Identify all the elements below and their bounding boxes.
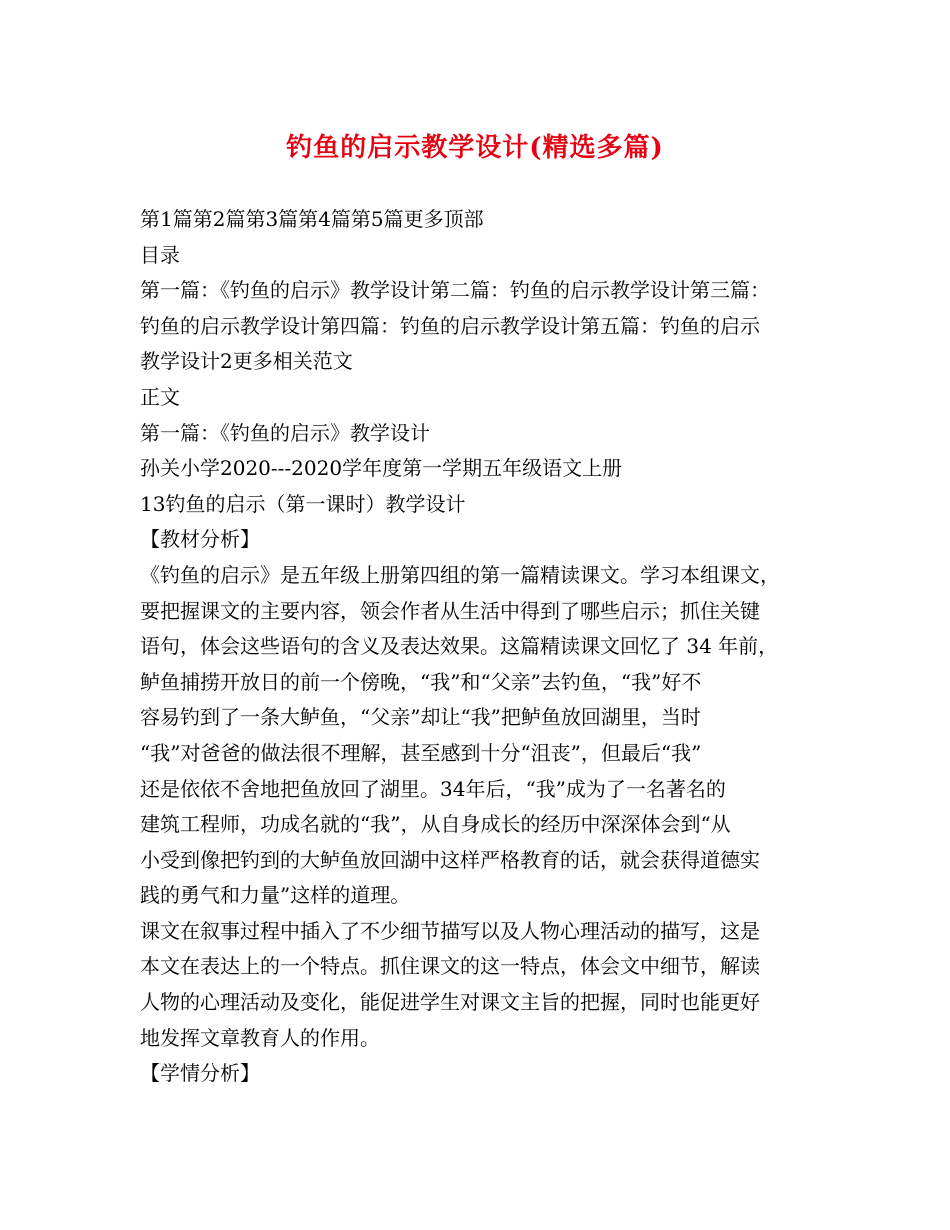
paragraph-line: 《钓鱼的启示》是五年级上册第四组的第一篇精读课文。学习本组课文， — [140, 562, 780, 587]
subsection-heading: 【教材分析】 — [140, 527, 260, 552]
paragraph-line: 语句，体会这些语句的含义及表达效果。这篇精读课文回忆了 34 年前， — [140, 634, 779, 659]
subsection-heading: 【学情分析】 — [140, 1061, 260, 1086]
paragraph-line: “我”对爸爸的做法很不理解，甚至感到十分“沮丧”，但最后“我” — [140, 740, 702, 765]
toc-heading: 目录 — [140, 242, 180, 267]
paragraph-line: 孙关小学2020---2020学年度第一学期五年级语文上册 — [140, 456, 623, 481]
paragraph-line: 13钓鱼的启示（第一课时）教学设计 — [140, 491, 466, 516]
paragraph-line: 小受到像把钓到的大鲈鱼放回湖中这样严格教育的话，就会获得道德实 — [140, 847, 760, 872]
paragraph-line: 还是依依不舍地把鱼放回了湖里。34年后，“我”成为了一名著名的 — [140, 776, 726, 801]
paragraph-line: 鲈鱼捕捞开放日的前一个傍晚，“我”和“父亲”去钓鱼，“我”好不 — [140, 669, 702, 694]
toc-line[interactable]: 钓鱼的启示教学设计第四篇：钓鱼的启示教学设计第五篇：钓鱼的启示 — [140, 313, 760, 338]
nav-links-line[interactable]: 第1篇第2篇第3篇第4篇第5篇更多顶部 — [140, 207, 484, 231]
paragraph-line: 建筑工程师，功成名就的“我”，从自身成长的经历中深深体会到“从 — [140, 812, 731, 837]
paragraph-line: 地发挥文章教育人的作用。 — [140, 1025, 380, 1050]
paragraph-line: 人物的心理活动及变化，能促进学生对课文主旨的把握，同时也能更好 — [140, 990, 760, 1015]
toc-line[interactable]: 教学设计2更多相关范文 — [140, 349, 353, 374]
toc-line[interactable]: 第一篇：《钓鱼的启示》教学设计第二篇：钓鱼的启示教学设计第三篇： — [140, 278, 770, 303]
body-heading: 正文 — [140, 384, 180, 409]
paragraph-line: 容易钓到了一条大鲈鱼，“父亲”却让“我”把鲈鱼放回湖里，当时 — [140, 705, 701, 730]
paragraph-line: 要把握课文的主要内容，领会作者从生活中得到了哪些启示；抓住关键 — [140, 598, 760, 623]
paragraph-line: 课文在叙事过程中插入了不少细节描写以及人物心理活动的描写，这是 — [140, 918, 760, 943]
document-title: 钓鱼的启示教学设计(精选多篇) — [286, 133, 664, 163]
section-title: 第一篇：《钓鱼的启示》教学设计 — [140, 420, 430, 445]
document-body — [140, 202, 820, 1092]
paragraph-line: 本文在表达上的一个特点。抓住课文的这一特点，体会文中细节，解读 — [140, 954, 760, 979]
paragraph-line: 践的勇气和力量”这样的道理。 — [140, 883, 411, 908]
